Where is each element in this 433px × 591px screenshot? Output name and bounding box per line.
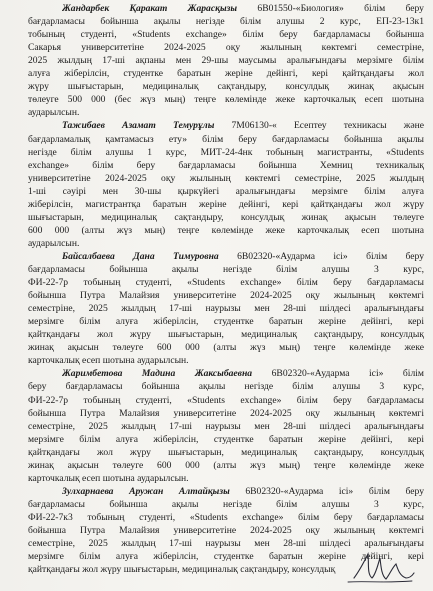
document-line (28, 354, 424, 367)
document-line (28, 380, 424, 393)
paragraph-first-line (62, 367, 424, 380)
paragraph-first-line (62, 119, 424, 132)
line-text: беру бағдарламасы бойынша ақылы негізде білім алушы 3 курс, (28, 381, 424, 393)
line-text: бойынша Путра Малайзия университетіне 2024-2025 оқу жылының көктемгі (28, 407, 424, 419)
document-line (28, 433, 424, 446)
line-text: тобының студенті, «Students exchange» білім беру бағдарламасы бойынша (28, 29, 424, 41)
line-text: бағдарламасы бойынша ақылы негізде білім алушы 2 курс, ЕП-23-13к1 (28, 16, 424, 28)
line-text: мерзімге білім алуға жіберілсін, студентке баратын жеріне дейінгі, кері (28, 433, 424, 445)
document-line (28, 315, 424, 328)
line-text: мерзімге білім алуға жіберілсін, студентке баратын жеріне дейінгі, кері (28, 551, 424, 563)
document-line (28, 446, 424, 459)
line-text: семестріне, 2025 жылдың 17-ші наурызы мен 28-ші шілдесі аралығындағы (28, 538, 424, 550)
line-text: 2025 жылдың 17-ші ақпаны мен 29-шы маусымы аралығындағы мерзімге білім (28, 55, 424, 67)
paragraph-first-line (62, 2, 424, 15)
line-text: бойынша Путра Малайзия университетіне 2024-2025 оқу жылының көктемгі (28, 290, 424, 302)
line-text: ФИ-22-7р тобының студенті, «Students exchange» білім беру бағдарламасы (28, 277, 424, 289)
document-line (28, 41, 424, 54)
document-line (28, 106, 424, 119)
line-text: жинақ ақысын төлеуге 600 000 (алты жүз мың) теңге көлемінде жеке (28, 459, 424, 471)
line-text: карточкалық есеп шотына аударылсын. (28, 472, 189, 484)
document-line (28, 394, 424, 407)
handwritten-signature (346, 548, 416, 586)
document-line (28, 28, 424, 41)
document-line (28, 498, 424, 511)
line-text: бағдарламасы бойынша ақылы негізде білім алушы 3 курс, (28, 264, 424, 275)
line-text: 600 000 (алты жүз мың) теңге көлемінде жеке карточкалық есеп шотына (28, 224, 424, 236)
student-name: Жандарбек Қаракат Жарасқызы (62, 3, 238, 14)
line-text: 1-ші сәуірі мен 30-шы қыркүйегі аралығындағы мерзімге білім алуға (28, 185, 424, 197)
line-text: жіберілсін, магистрантқа баратын жеріне дейінгі, кері қайтқандағы жол жүру (28, 198, 424, 210)
line-text: бағдарламалық қамтамасыз ету» білім беру бағдарламасы бойынша ақылы (28, 133, 424, 145)
document-line (28, 263, 424, 276)
line-text: семестріне, 2025 жылдың 17-ші наурызы мен 28-ші шілдесі аралығындағы (28, 420, 424, 432)
document-line (28, 420, 424, 433)
line-text: аударылсын. (28, 107, 80, 119)
paragraph-first-line (62, 485, 424, 498)
document-line (28, 302, 424, 315)
line-text: карточкалық есеп шотына аударылсын. (28, 355, 189, 367)
document-line (28, 198, 424, 211)
document-line (28, 341, 424, 354)
line-text: 7М06130-« Есептеу техникасы және (214, 120, 424, 132)
line-text: Сакарья университетіне 2024-2025 оқу жылының көктемгі семестріне, (28, 42, 424, 54)
line-text: төлеуге 500 000 (бес жүз мың) теңге көлемінде жеке карточкалық есеп шотына (28, 94, 424, 106)
document-line (28, 237, 424, 250)
line-text: қайтқандағы жол жүру шығыстарын, медициналық сақтандыру, консулдық (28, 329, 424, 341)
line-text: қайтқандағы жол жүру шығыстарын, медициналық сақтандыру, консулдық (28, 564, 336, 576)
document-line (28, 407, 424, 420)
line-text: ФИ-22-7к3 тобының студенті, «Students exchange» білім беру бағдарламасы (28, 511, 424, 523)
document-line (28, 211, 424, 224)
line-text: exchange» білім беру бағдарламасы бойынша Хемниц техникалық (28, 159, 424, 171)
document-line (28, 15, 424, 28)
line-text: шығыстарын, медициналық сақтандыру, консулдық жинақ ақысын төлеуге (28, 211, 424, 223)
student-name: Зулхарнаева Аружан Алтайқызы (62, 485, 230, 497)
student-name: Жаримбетова Мадина Жаксыбаевна (62, 368, 253, 380)
line-text: университетіне 2024-2025 оқу жылының көктемгі семестріне, 2025 жылдың (28, 172, 424, 184)
student-name: Байсалбаева Дана Тимуровна (62, 250, 219, 262)
document-line (28, 328, 424, 341)
line-text: қайтқандағы жол жүру шығыстарын, медициналық сақтандыру, консулдық (28, 446, 424, 458)
line-text: семестріне, 2025 жылдың 17-ші наурызы мен 28-ші шілдесі аралығындағы (28, 303, 424, 315)
line-text: 6В01550-«Биология» білім беру (237, 3, 424, 14)
line-text: жинақ ақысын төлеуге 600 000 (алты жүз мың) теңге көлемінде жеке (28, 342, 424, 354)
line-text: мерзімге білім алуға жіберілсін, студентке баратын жеріне дейінгі, кері (28, 316, 424, 328)
document-line (28, 276, 424, 289)
document-line (28, 289, 424, 302)
line-text: 6В02320-«Аударма ісі» білім беру (229, 485, 424, 497)
line-text: 6В02320-«Аударма ісі» білім беру (218, 250, 424, 262)
document-line (28, 54, 424, 67)
student-name: Тажибаев Азамат Темурұлы (62, 120, 215, 132)
paragraph-first-line (62, 250, 424, 263)
document-line (28, 80, 424, 93)
document-line (28, 133, 424, 146)
document-line (28, 146, 424, 159)
line-text: жүру шығыстарын, медициналық сақтандыру, консулдық жинақ ақысын (28, 81, 424, 93)
document-line (28, 459, 424, 472)
line-text: негізде білім алушы 1 курс, МИТ-24-4нк тобының магистранты, «Students (28, 146, 424, 158)
document-line (28, 172, 424, 185)
document-line (28, 511, 424, 524)
document-line (28, 67, 424, 80)
document-line (28, 93, 424, 106)
document-line (28, 472, 424, 485)
line-text: бағдарламасы бойынша ақылы негізде білім алушы 3 курс, (28, 498, 424, 510)
document-line (28, 159, 424, 172)
document-line (28, 524, 424, 537)
line-text: бойынша Путра Малайзия университетіне 2024-2025 оқу жылының көктемгі (28, 525, 424, 536)
document-line (28, 185, 424, 198)
document-line (28, 224, 424, 237)
line-text: ФИ-22-7р тобының студенті, «Students exchange» білім беру бағдарламасы (28, 394, 424, 406)
line-text: алуға жіберілсін, студентке баратын жеріне дейінгі, кері қайтқандағы жол (28, 68, 424, 80)
line-text: аударылсын. (28, 237, 80, 249)
line-text: 6В02320-«Аударма ісі» білім (252, 368, 424, 380)
